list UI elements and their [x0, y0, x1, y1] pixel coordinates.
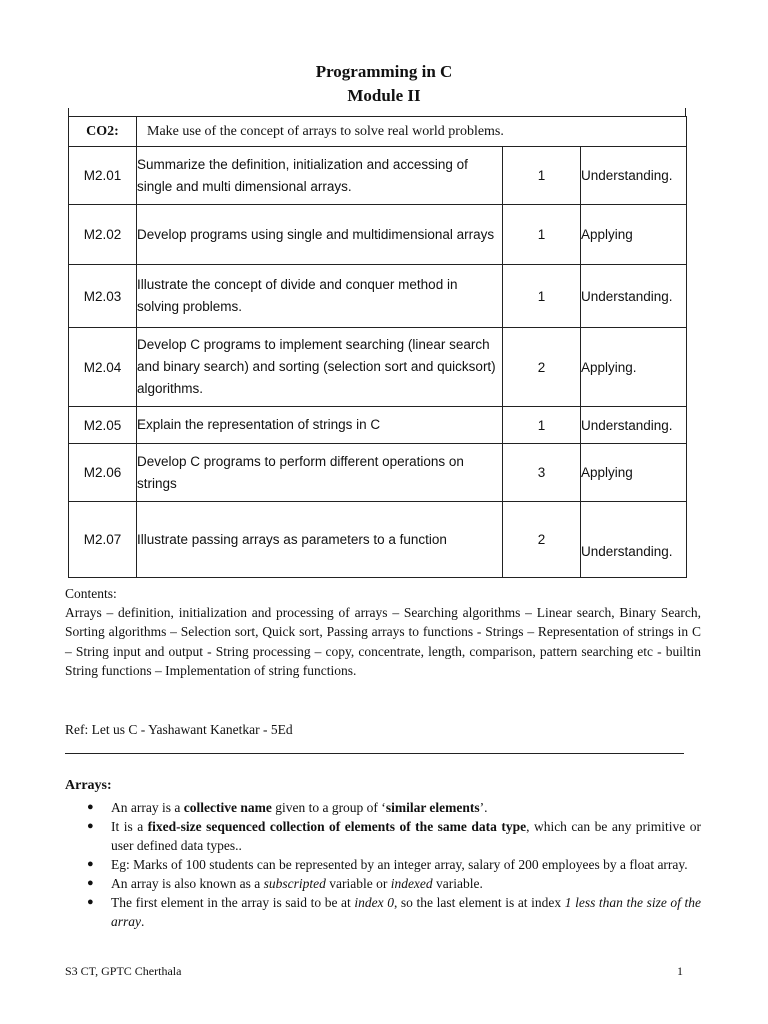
outcome-bloom: Applying. [581, 328, 687, 407]
outcome-text: Illustrate passing arrays as parameters to a function [137, 502, 503, 578]
outcome-text: Explain the representation of strings in C [137, 407, 503, 444]
table-row [69, 444, 687, 502]
table-row [69, 147, 687, 205]
outcome-text: Develop C programs to perform different operations on strings [137, 444, 503, 502]
outcome-code: M2.02 [69, 205, 137, 265]
contents-section [65, 584, 701, 680]
reference-line: Ref: Let us C - Yashawant Kanetkar - 5Ed [65, 722, 293, 737]
section-divider [65, 753, 684, 754]
outcome-bloom: Applying [581, 444, 687, 502]
arrays-heading: Arrays: [65, 778, 112, 793]
outcome-bloom: Understanding. [581, 502, 687, 578]
arrays-bullet-list [65, 798, 701, 931]
outcome-level: 2 [503, 328, 581, 407]
co-row [69, 117, 687, 147]
outcome-level: 1 [503, 265, 581, 328]
co-label: CO2: [69, 117, 137, 147]
course-outcomes-table [68, 116, 687, 578]
co-text: Make use of the concept of arrays to solve real world problems. [137, 117, 687, 147]
list-item: ● The first element in the array is said to be at index 0, so the last element is at index 1 less than the size of the array. [65, 893, 701, 931]
outcome-text: Develop C programs to implement searching (linear search and binary search) and sorting (selection sort and quicksort) algorithms. [137, 328, 503, 407]
outcome-code: M2.03 [69, 265, 137, 328]
outcome-bloom: Understanding. [581, 265, 687, 328]
list-item: ● An array is a collective name given to a group of ‘similar elements’. [65, 798, 701, 817]
table-row [69, 407, 687, 444]
outcome-code: M2.06 [69, 444, 137, 502]
outcome-text: Summarize the definition, initialization and accessing of single and multi dimensional arrays. [137, 147, 503, 205]
document-title: Programming in C [315, 62, 453, 81]
table-row [69, 502, 687, 578]
outcome-bloom: Applying [581, 205, 687, 265]
outcome-level: 1 [503, 407, 581, 444]
table-row [69, 205, 687, 265]
outcome-code: M2.04 [69, 328, 137, 407]
outcome-text: Illustrate the concept of divide and conquer method in solving problems. [137, 265, 503, 328]
outcome-code: M2.05 [69, 407, 137, 444]
list-item: ● Eg: Marks of 100 students can be represented by an integer array, salary of 200 employees by a float array. [65, 855, 701, 874]
outcome-level: 2 [503, 502, 581, 578]
outcome-level: 1 [503, 147, 581, 205]
outcome-bloom: Understanding. [581, 407, 687, 444]
contents-body: Arrays – definition, initialization and processing of arrays – Searching algorithms – Linear search, Binary Search, Sorting algorithms – Selection sort, Quick sort, Passing arrays to functions - Strings – Representation of strings in C – String input and output - String processing – copy, concentrate, length, comparison, pattern searching etc - builtin String functions – Implementation of string functions. [65, 605, 701, 678]
table-row [69, 265, 687, 328]
outcome-code: M2.01 [69, 147, 137, 205]
outcome-level: 1 [503, 205, 581, 265]
page-number: 1 [677, 964, 683, 978]
outcome-text: Develop programs using single and multidimensional arrays [137, 205, 503, 265]
list-item: ● It is a fixed-size sequenced collection of elements of the same data type, which can be any primitive or user defined data types.. [65, 817, 701, 855]
module-title: Module II [347, 86, 421, 105]
footer-institution: S3 CT, GPTC Cherthala [65, 964, 182, 978]
outcome-bloom: Understanding. [581, 147, 687, 205]
list-item: ● An array is also known as a subscripted variable or indexed variable. [65, 874, 701, 893]
table-row [69, 328, 687, 407]
outcome-code: M2.07 [69, 502, 137, 578]
outcome-level: 3 [503, 444, 581, 502]
contents-heading: Contents: [65, 586, 117, 601]
